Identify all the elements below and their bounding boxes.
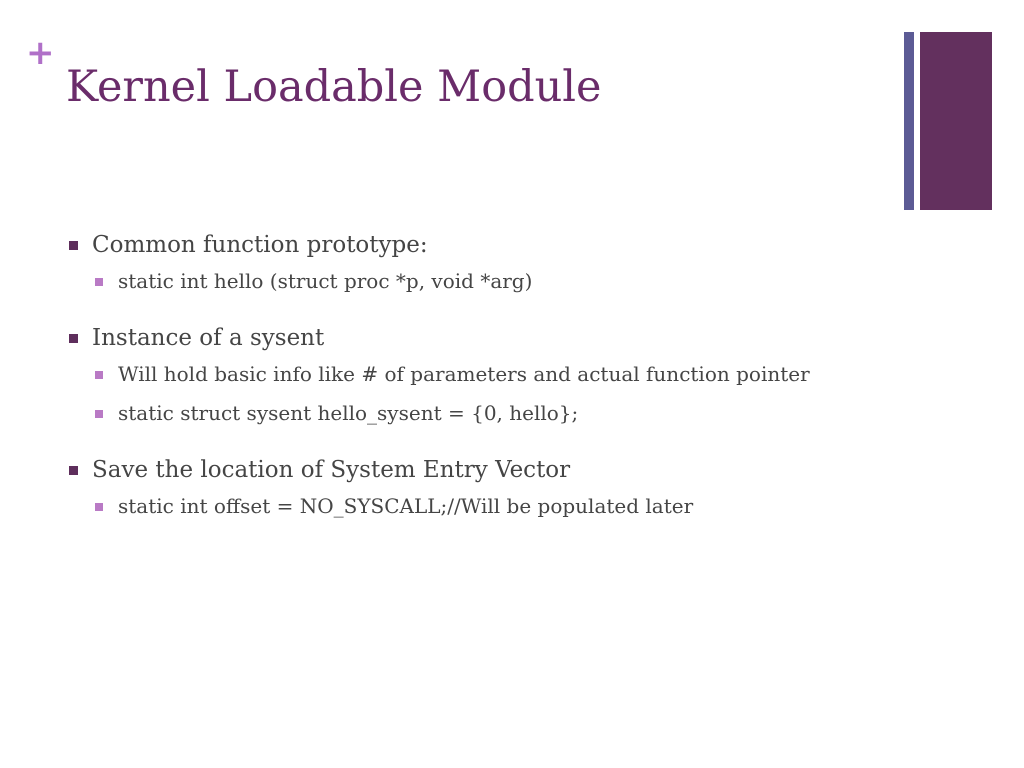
sub-bullet-text: Will hold basic info like # of parameters and actual function pointer bbox=[118, 362, 810, 386]
square-bullet-icon bbox=[69, 241, 78, 250]
sub-bullet-text: static int hello (struct proc *p, void *arg) bbox=[118, 269, 533, 293]
bullet-item bbox=[68, 451, 838, 489]
square-bullet-icon bbox=[95, 410, 103, 418]
decorative-bar-thin bbox=[904, 32, 914, 210]
decorative-bar-thick bbox=[920, 32, 992, 210]
sub-bullet-item bbox=[94, 491, 838, 522]
sub-bullet-item bbox=[94, 398, 838, 429]
square-bullet-icon bbox=[95, 371, 103, 379]
sub-bullet-item bbox=[94, 359, 838, 390]
bullet-item bbox=[68, 226, 838, 264]
plus-icon: + bbox=[26, 33, 55, 73]
bullet-list bbox=[68, 226, 838, 530]
square-bullet-icon bbox=[95, 278, 103, 286]
square-bullet-icon bbox=[69, 466, 78, 475]
sub-bullet-text: static struct sysent hello_sysent = {0, hello}; bbox=[118, 401, 579, 425]
bullet-item bbox=[68, 319, 838, 357]
bullet-text: Instance of a sysent bbox=[92, 325, 325, 351]
square-bullet-icon bbox=[69, 334, 78, 343]
square-bullet-icon bbox=[95, 503, 103, 511]
sub-bullet-text: static int offset = NO_SYSCALL;//Will be populated later bbox=[118, 494, 694, 518]
bullet-text: Common function prototype: bbox=[92, 232, 428, 258]
sub-bullet-item bbox=[94, 266, 838, 297]
bullet-text: Save the location of System Entry Vector bbox=[92, 457, 571, 483]
slide-title: Kernel Loadable Module bbox=[66, 62, 602, 112]
